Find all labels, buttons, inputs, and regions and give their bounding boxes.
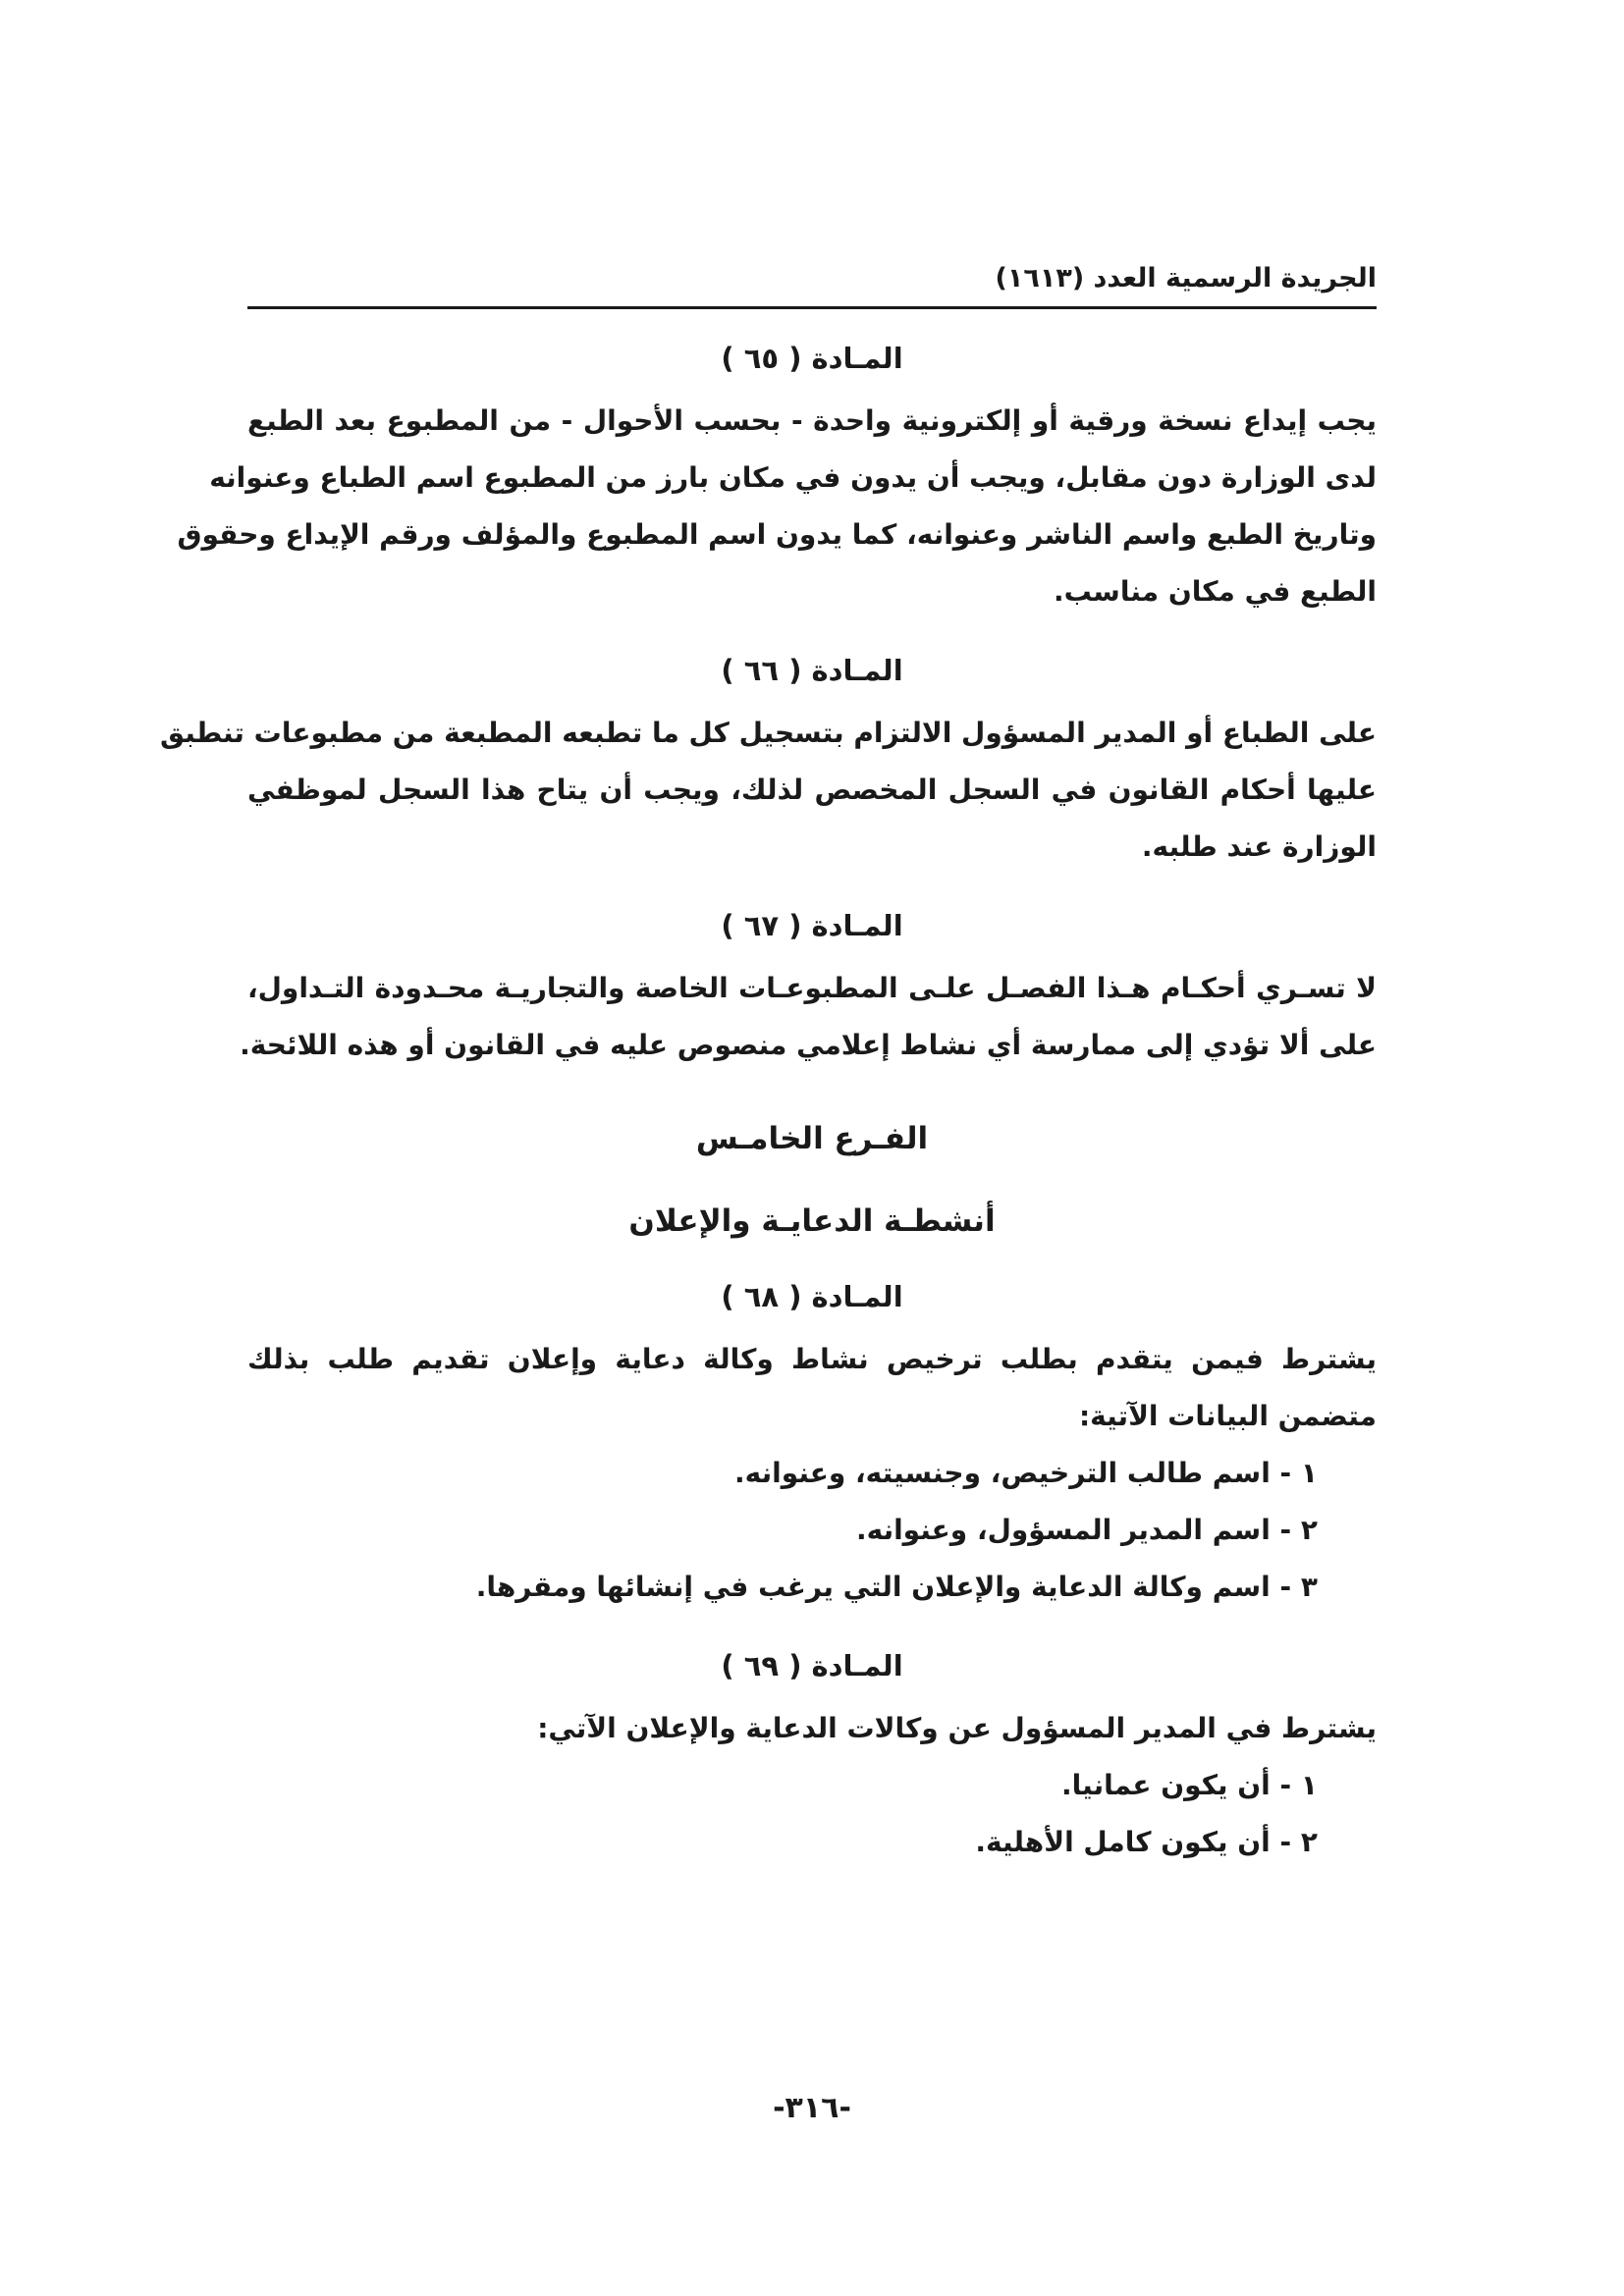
article-65-line-2: لدى الوزارة دون مقابل، ويجب أن يدون في مكان بارز من المطبوع اسم الطباع وعنوانه — [209, 461, 1377, 494]
article-67-line-2: على ألا تؤدي إلى ممارسة أي نشاط إعلامي منصوص عليه في القانون أو هذه اللائحة. — [240, 1029, 1377, 1061]
article-65-title: المـادة ( ٦٥ ) — [721, 342, 903, 375]
article-68-item-2: ٢ - اسم المدير المسؤول، وعنوانه. — [855, 1514, 1318, 1546]
article-66-line-1: على الطباع أو المدير المسؤول الالتزام بتسجيل كل ما تطبعه المطبعة من مطبوعات تنطبق — [160, 717, 1377, 749]
article-68-line-2: متضمن البيانات الآتية: — [1078, 1400, 1377, 1432]
article-69-item-1: ١ - أن يكون عمانيا. — [1061, 1769, 1318, 1801]
article-69-body — [247, 1700, 1377, 1757]
article-68-item-1: ١ - اسم طالب الترخيص، وجنسيته، وعنوانه. — [734, 1457, 1318, 1489]
branch-subtitle: أنشطـة الدعايـة والإعلان — [628, 1203, 996, 1239]
page-number: -٣١٦- — [773, 2091, 851, 2125]
article-66-line-2: عليها أحكام القانون في السجل المخصص لذلك، ويجب أن يتاح هذا السجل لموظفي — [247, 774, 1377, 806]
article-67-body — [240, 960, 1377, 1074]
article-66-line-3: الوزارة عند طلبه. — [1141, 830, 1377, 863]
article-65-line-1: يجب إيداع نسخة ورقية أو إلكترونية واحدة - بحسب الأحوال - من المطبوع بعد الطبع — [247, 404, 1377, 437]
article-65-line-4: الطبع في مكان مناسب. — [1054, 575, 1377, 608]
article-67-line-1: لا تسـري أحكـام هـذا الفصـل علـى المطبوعـات الخاصة والتجاريـة محـدودة التـداول، — [247, 972, 1377, 1004]
article-68-title: المـادة ( ٦٨ ) — [721, 1280, 903, 1313]
page-header — [247, 257, 1377, 309]
article-68-item-3: ٣ - اسم وكالة الدعاية والإعلان التي يرغب في إنشائها ومقرها. — [475, 1571, 1318, 1603]
gazette-header-title: الجريدة الرسمية العدد (١٦١٣) — [995, 263, 1377, 294]
article-68-line-1: يشترط فيمن يتقدم بطلب ترخيص نشاط وكالة دعاية وإعلان تقديم طلب بذلك — [247, 1343, 1377, 1375]
branch-title: الفـرع الخامـس — [695, 1121, 929, 1156]
article-68-body — [247, 1331, 1377, 1445]
article-65-body — [177, 393, 1377, 620]
article-69-item-2: ٢ - أن يكون كامل الأهلية. — [975, 1826, 1318, 1858]
article-69-intro: يشترط في المدير المسؤول عن وكالات الدعاية والإعلان الآتي: — [537, 1712, 1377, 1744]
article-69-title: المـادة ( ٦٩ ) — [721, 1649, 903, 1682]
article-66-body — [160, 705, 1377, 876]
article-65-line-3: وتاريخ الطبع واسم الناشر وعنوانه، كما يدون اسم المطبوع والمؤلف ورقم الإيداع وحقوق — [177, 518, 1377, 551]
page-content — [160, 324, 1377, 1871]
article-66-title: المـادة ( ٦٦ ) — [721, 654, 903, 687]
article-67-title: المـادة ( ٦٧ ) — [721, 909, 903, 942]
